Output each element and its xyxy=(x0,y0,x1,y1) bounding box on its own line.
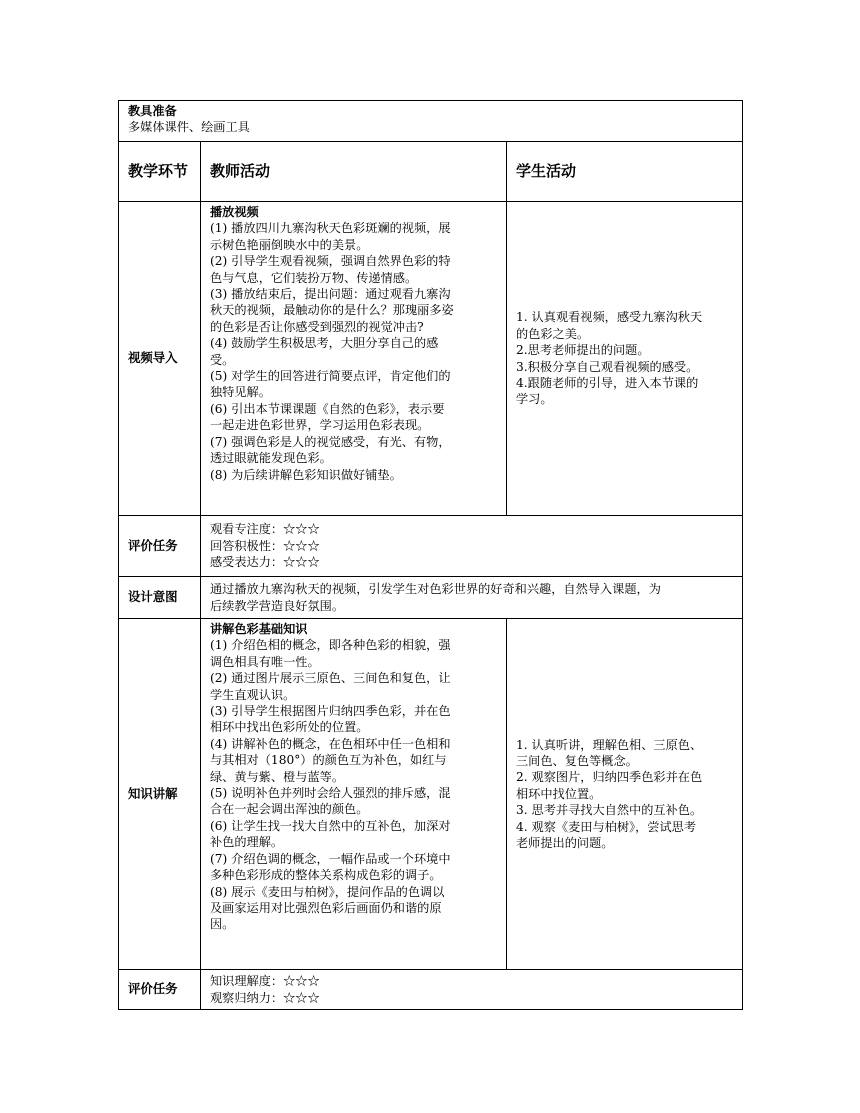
teacher-activity-line: 与其相对（180°）的颜色互为补色，如红与 xyxy=(210,753,447,768)
section1-stage: 视频导入 xyxy=(119,202,201,516)
eval2-cell xyxy=(201,970,743,1010)
teacher-activity-line: 受。 xyxy=(210,352,235,367)
student-activity-line: 三间色、复色等概念。 xyxy=(516,753,638,768)
teacher-activity-line: (6) 让学生找一找大自然中的互补色，加深对 xyxy=(210,818,451,833)
student-activity-line: 的色彩之美。 xyxy=(516,326,590,341)
header-teacher: 教师活动 xyxy=(201,142,507,202)
teacher-activity-line: (6) 引出本节课课题《自然的色彩》，表示要 xyxy=(210,401,445,416)
evaluation-line: 感受表达力：☆☆☆ xyxy=(210,555,320,570)
eval2-lines xyxy=(210,973,742,1006)
student-activity-line: 1. 认真观看视频，感受九寨沟秋天 xyxy=(516,310,703,325)
student-activity-line: 老师提出的问题。 xyxy=(516,836,614,851)
eval1-stage: 评价任务 xyxy=(119,516,201,577)
teacher-activity-line: 补色的理解。 xyxy=(210,835,284,850)
evaluation-line: 观看专注度：☆☆☆ xyxy=(210,522,320,537)
eval1-row xyxy=(119,516,743,577)
evaluation-line: 观察归纳力：☆☆☆ xyxy=(210,990,320,1005)
section2-teacher-cell xyxy=(201,619,507,970)
teacher-activity-line: (2) 通过图片展示三原色、三间色和复色，让 xyxy=(210,671,451,686)
teacher-activity-line: 学生直观认识。 xyxy=(210,687,296,702)
student-activity-line: 4. 观察《麦田与柏树》，尝试思考 xyxy=(516,819,697,834)
teacher-activity-line: (4) 鼓励学生积极思考，大胆分享自己的感 xyxy=(210,336,439,351)
student-activity-line: 学习。 xyxy=(516,392,553,407)
header-student: 学生活动 xyxy=(507,142,743,202)
teacher-activity-line: 一起走进色彩世界，学习运用色彩表现。 xyxy=(210,418,430,433)
section1-teacher-title: 播放视频 xyxy=(210,205,259,219)
teacher-activity-line: (3) 播放结束后，提出问题：通过观看九寨沟 xyxy=(210,287,451,302)
design-lines xyxy=(210,581,742,614)
teacher-activity-line: (7) 介绍色调的概念，一幅作品或一个环境中 xyxy=(210,851,451,866)
teacher-activity-line: (4) 讲解补色的概念，在色相环中任一色相和 xyxy=(210,736,451,751)
student-activity-line: 相环中找位置。 xyxy=(516,786,602,801)
section2-teacher-lines xyxy=(210,637,500,932)
design-stage: 设计意图 xyxy=(119,577,201,619)
teacher-activity-line: (5) 说明补色并列时会给人强烈的排斥感，混 xyxy=(210,786,451,801)
teacher-activity-line: 绿、黄与紫、橙与蓝等。 xyxy=(210,769,345,784)
student-activity-line: 2. 观察图片，归纳四季色彩并在色 xyxy=(516,770,703,785)
teacher-activity-line: (1) 播放四川九寨沟秋天色彩斑斓的视频，展 xyxy=(210,221,451,236)
teacher-activity-line: 的色彩是否让你感受到强烈的视觉冲击? xyxy=(210,319,424,334)
student-activity-line: 3. 思考并寻找大自然中的互补色。 xyxy=(516,803,703,818)
design-intent-line: 通过播放九寨沟秋天的视频，引发学生对色彩世界的好奇和兴趣，自然导入课题，为 xyxy=(210,582,661,597)
evaluation-line: 知识理解度：☆☆☆ xyxy=(210,974,320,989)
section2-student-lines xyxy=(516,737,742,852)
lesson-plan-table xyxy=(118,100,743,1010)
materials-text: 多媒体课件、绘画工具 xyxy=(128,120,250,135)
section1-student-cell xyxy=(507,202,743,516)
teacher-activity-line: (8) 为后续讲解色彩知识做好铺垫。 xyxy=(210,467,402,482)
evaluation-line: 回答积极性：☆☆☆ xyxy=(210,538,320,553)
teacher-activity-line: (7) 强调色彩是人的视觉感受，有光、有物， xyxy=(210,434,451,449)
teacher-activity-line: 独特见解。 xyxy=(210,385,271,400)
teacher-activity-line: 合在一起会调出浑浊的颜色。 xyxy=(210,802,369,817)
teacher-activity-line: (8) 展示《麦田与柏树》，提问作品的色调以 xyxy=(210,884,445,899)
materials-title: 教具准备 xyxy=(128,104,177,118)
header-row xyxy=(119,142,743,202)
section-video-intro xyxy=(119,202,743,516)
eval2-stage: 评价任务 xyxy=(119,970,201,1010)
student-activity-line: 1. 认真听讲，理解色相、三原色、 xyxy=(516,737,703,752)
section2-teacher-title: 讲解色彩基础知识 xyxy=(210,622,308,636)
section1-student-lines xyxy=(516,309,742,407)
teacher-activity-line: 秋天的视频，最触动你的是什么？那瑰丽多姿 xyxy=(210,303,454,318)
design-cell xyxy=(201,577,743,619)
eval2-row xyxy=(119,970,743,1010)
section-knowledge xyxy=(119,619,743,970)
materials-row xyxy=(119,101,743,142)
section1-teacher-lines xyxy=(210,220,500,483)
teacher-activity-line: 及画家运用对比强烈色彩后画面仍和谐的原 xyxy=(210,900,442,915)
materials-cell xyxy=(119,101,743,142)
student-activity-line: 4.跟随老师的引导，进入本节课的 xyxy=(516,375,699,390)
teacher-activity-line: (1) 介绍色相的概念，即各种色彩的相貌，强 xyxy=(210,638,451,653)
teacher-activity-line: 多种色彩形成的整体关系构成色彩的调子。 xyxy=(210,868,442,883)
eval1-cell xyxy=(201,516,743,577)
teacher-activity-line: 调色相具有唯一性。 xyxy=(210,654,320,669)
teacher-activity-line: (5) 对学生的回答进行简要点评，肯定他们的 xyxy=(210,369,451,384)
teacher-activity-line: 透过眼就能发现色彩。 xyxy=(210,451,332,466)
teacher-activity-line: 因。 xyxy=(210,917,235,932)
section2-stage: 知识讲解 xyxy=(119,619,201,970)
section2-student-cell xyxy=(507,619,743,970)
section1-teacher-cell xyxy=(201,202,507,516)
design-row xyxy=(119,577,743,619)
student-activity-line: 3.积极分享自己观看视频的感受。 xyxy=(516,359,699,374)
header-stage: 教学环节 xyxy=(119,142,201,202)
teacher-activity-line: 示树色艳丽倒映水中的美景。 xyxy=(210,237,369,252)
teacher-activity-line: (2) 引导学生观看视频，强调自然界色彩的特 xyxy=(210,254,451,269)
teacher-activity-line: 相环中找出色彩所处的位置。 xyxy=(210,720,369,735)
student-activity-line: 2.思考老师提出的问题。 xyxy=(516,343,650,358)
teacher-activity-line: 色与气息，它们装扮万物、传递情感。 xyxy=(210,270,418,285)
eval1-lines xyxy=(210,521,742,570)
design-intent-line: 后续教学营造良好氛围。 xyxy=(210,598,345,613)
teacher-activity-line: (3) 引导学生根据图片归纳四季色彩，并在色 xyxy=(210,704,451,719)
